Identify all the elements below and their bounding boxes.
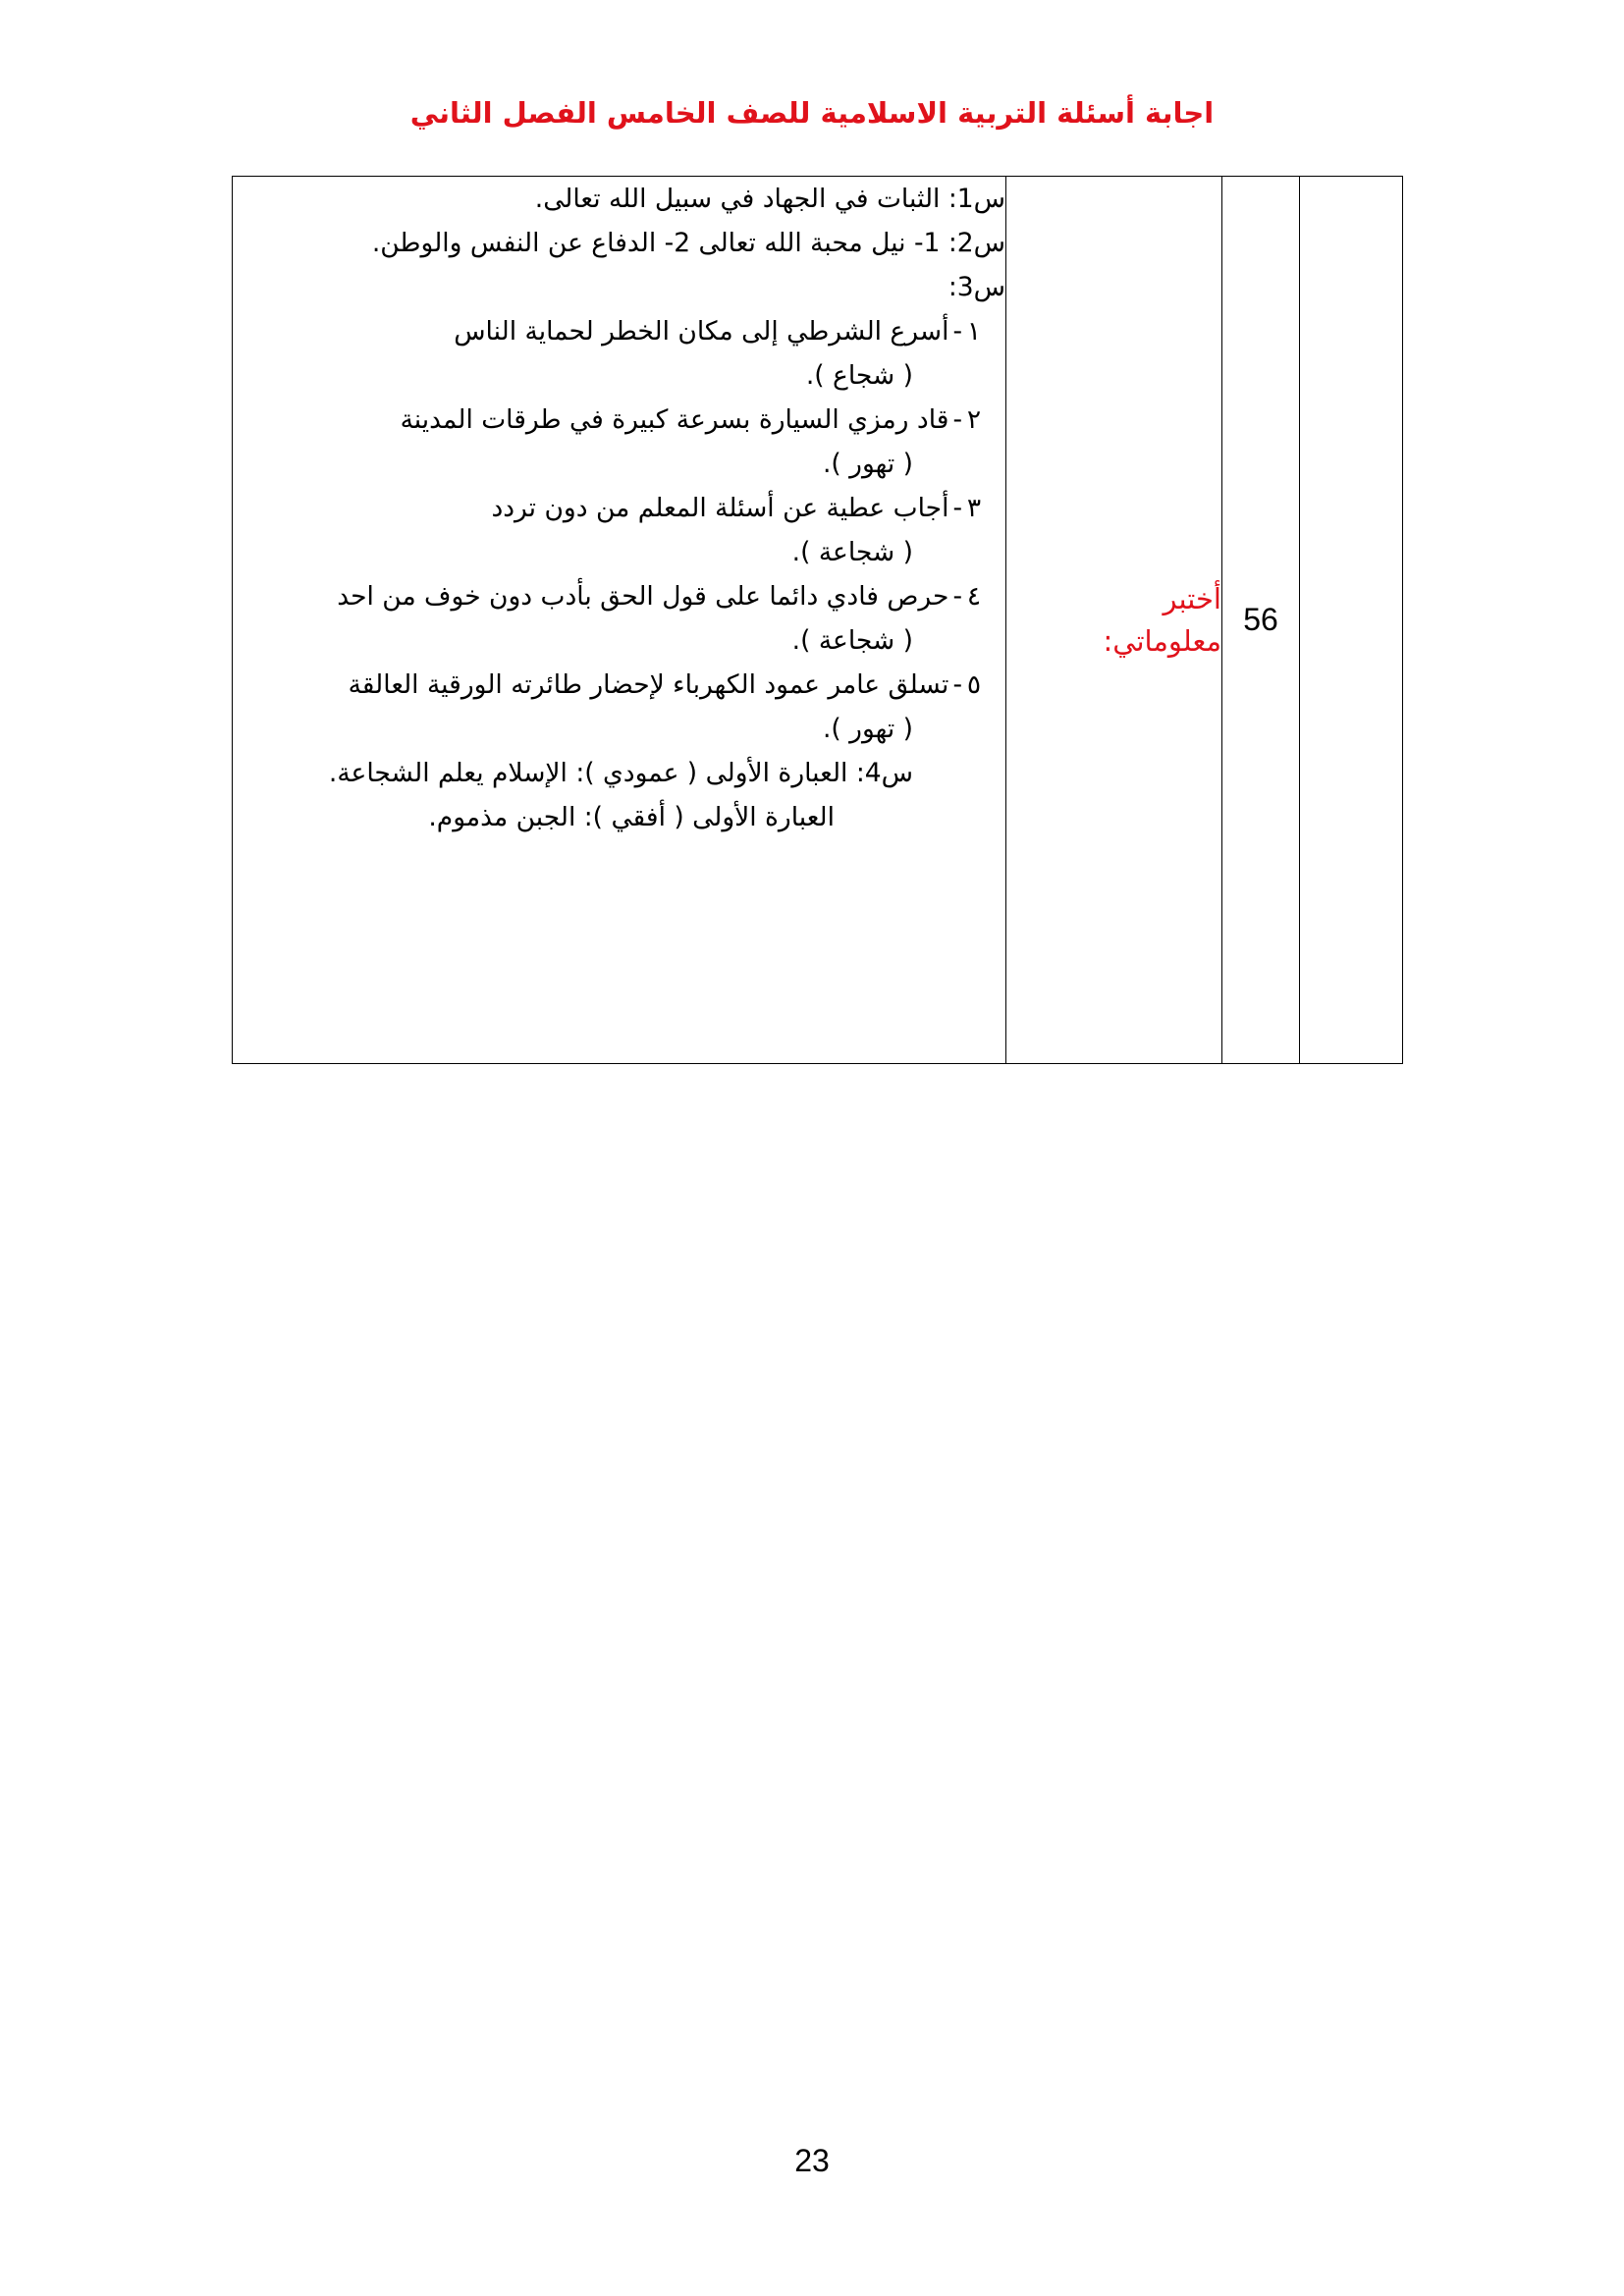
item-verdict: ( شجاع ). bbox=[805, 360, 913, 391]
list-item: ٤ - حرص فادي دائما على قول الحق بأدب دون خوف من احد bbox=[233, 574, 1005, 618]
table-row bbox=[233, 177, 1403, 1064]
item-number: ١ bbox=[966, 316, 982, 347]
item-verdict: ( شجاعة ). bbox=[791, 537, 913, 567]
item-text: أجاب عطية عن أسئلة المعلم من دون تردد bbox=[491, 493, 949, 523]
item-text: قاد رمزي السيارة بسرعة كبيرة في طرقات المدينة bbox=[400, 404, 949, 435]
lesson-title-line-1: أختبر bbox=[1163, 582, 1221, 616]
item-number: ٥ bbox=[966, 669, 982, 700]
item-verdict: ( شجاعة ). bbox=[791, 625, 913, 656]
page-title: اجابة أسئلة التربية الاسلامية للصف الخامس الفصل الثاني bbox=[409, 96, 1215, 130]
answers-cell bbox=[233, 177, 1006, 1064]
list-item: ٢ - قاد رمزي السيارة بسرعة كبيرة في طرقات المدينة bbox=[233, 398, 1005, 442]
item-text: تسلق عامر عمود الكهرباء لإحضار طائرته الورقية العالقة bbox=[348, 669, 949, 700]
answer-q3-label: س3: bbox=[947, 272, 1005, 302]
list-item: ١ - أسرع الشرطي إلى مكان الخطر لحماية الناس bbox=[233, 309, 1005, 353]
item-verdict: ( تهور ). bbox=[822, 714, 913, 744]
lesson-title-cell bbox=[1006, 177, 1222, 1064]
item-text: أسرع الشرطي إلى مكان الخطر لحماية الناس bbox=[454, 316, 949, 347]
answer-q1: س1: الثبات في الجهاد في سبيل الله تعالى. bbox=[534, 184, 1005, 214]
item-number: ٣ bbox=[966, 493, 982, 523]
answer-q4 bbox=[233, 751, 1005, 795]
item-number: ٢ bbox=[966, 404, 982, 435]
page-number: 23 bbox=[794, 2143, 830, 2178]
lesson-title-line-2: معلوماتي: bbox=[1103, 623, 1221, 658]
answer-q4-line-2: العبارة الأولى ( أفقي ): الجبن مذموم. bbox=[428, 802, 835, 832]
list-item: ٣ - أجاب عطية عن أسئلة المعلم من دون تردد bbox=[233, 486, 1005, 530]
answer-table bbox=[232, 176, 1403, 1064]
item-verdict: ( تهور ). bbox=[822, 449, 913, 479]
list-item: ٥ - تسلق عامر عمود الكهرباء لإحضار طائرته الورقية العالقة bbox=[233, 663, 1005, 707]
item-number: ٤ bbox=[966, 581, 982, 612]
item-text: حرص فادي دائما على قول الحق بأدب دون خوف من احد bbox=[337, 581, 949, 612]
empty-cell bbox=[1300, 177, 1403, 1064]
answer-q2: س2: 1- نيل محبة الله تعالى 2- الدفاع عن النفس والوطن. bbox=[371, 228, 1005, 258]
lesson-number-cell: 56 bbox=[1222, 177, 1300, 1064]
answer-q4-line-1: س4: العبارة الأولى ( عمودي ): الإسلام يعلم الشجاعة. bbox=[328, 758, 913, 788]
